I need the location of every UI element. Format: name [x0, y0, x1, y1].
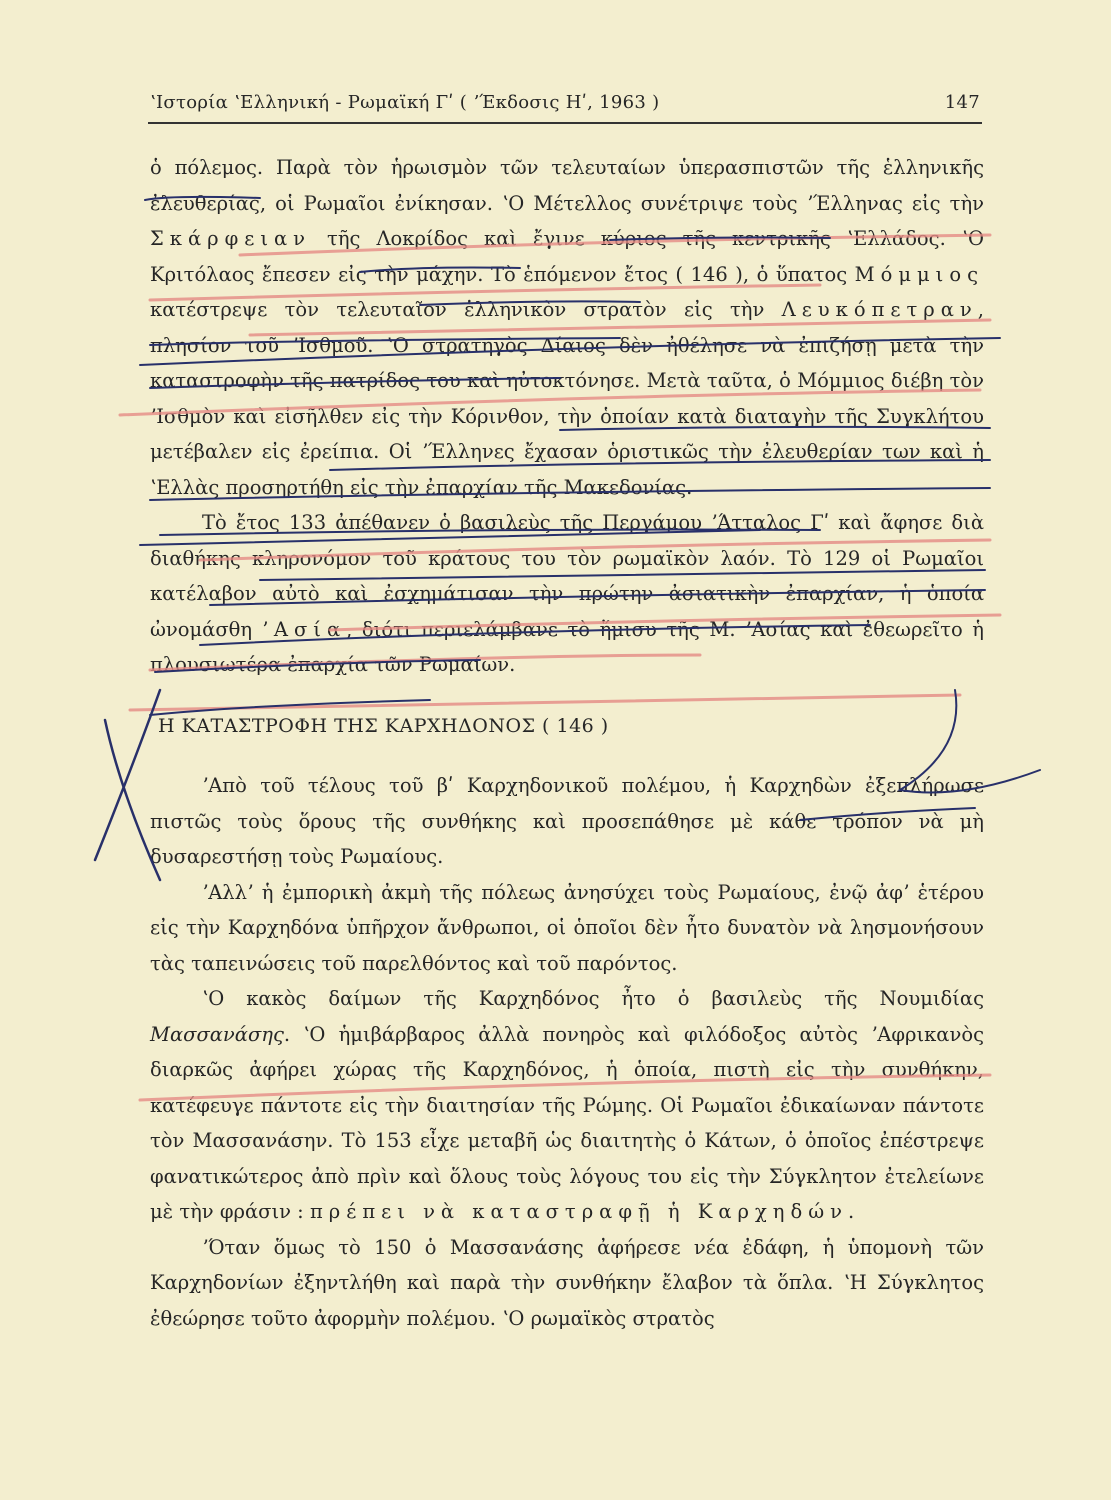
italic-emphasis: Μασσανάσης: [150, 1022, 284, 1046]
paragraph: [150, 981, 984, 1230]
body-text: [150, 150, 984, 1336]
text-run: , διότι περιελάμβανε τὸ ἥμισυ τῆς Μ. ʼΑσίας καὶ ἐθεωρεῖτο ἡ πλουσιωτέρα ἐπαρχία τῶν Ρωμαίων.: [150, 617, 984, 676]
paragraph: [150, 150, 984, 505]
text-run: ʼΌταν ὅμως τὸ 150 ὁ Μασσανάσης ἀφήρεσε νέα ἐδάφη, ἡ ὑπομονὴ τῶν Καρχηδονίων ἐξηντλήθη καὶ παρὰ τὴν συνθήκην ἔλαβον τὰ ὅπλα. ʽΗ Σύγκλητος ἐθεώρησε τοῦτο ἀφορμὴν πολέμου. ʽΟ ρωμαϊκὸς στρατὸς: [150, 1235, 984, 1330]
paragraph: [150, 505, 984, 683]
spaced-emphasis: Σκάρφειαν: [150, 227, 312, 250]
paragraph: [150, 875, 984, 982]
text-run: .: [847, 1200, 855, 1223]
spaced-emphasis: Μόμμιος: [854, 262, 984, 286]
text-run: κατέστρεψε τὸν τελευταῖον ἑλληνικὸν στρατὸν εἰς τὴν: [150, 298, 782, 321]
running-header-title: ʽΙστορία ʽΕλληνική - Ρωμαϊκή Γʹ ( ʼΈκδοσις Ηʹ, 1963 ): [150, 92, 660, 113]
spaced-emphasis: Λευκόπετραν: [781, 298, 978, 321]
text-run: . ʽΟ ἡμιβάρβαρος ἀλλὰ πονηρὸς καὶ φιλόδοξος αὐτὸς ʼΑφρικανὸς διαρκῶς ἀφήρει χώρας τῆς Καρχηδόνος, ἡ ὁποία, πιστὴ εἰς τὴν συνθήκην, κατέφευγε πάντοτε εἰς τὴν διαιτησίαν τῆς Ρώμης. Οἱ Ρωμαῖοι ἐδικαίωναν πάντοτε τὸν Μασσανάσην. Τὸ 153 εἶχε μεταβῆ ὡς διαιτητὴς ὁ Κάτων, ὁ ὁποῖος ἐπέστρεψε φανατικώτερος ἀπὸ πρὶν καὶ ὅλους τοὺς λόγους του εἰς τὴν Σύγκλητον ἐτελείωνε μὲ τὴν φράσιν :: [150, 1022, 984, 1223]
text-run: ʼΑλλʼ ἡ ἐμπορικὴ ἀκμὴ τῆς πόλεως ἀνησύχει τοὺς Ρωμαίους, ἐνῷ ἀφʼ ἑτέρου εἰς τὴν Καρχηδόνα ὑπῆρχον ἄνθρωποι, οἱ ὁποῖοι δὲν ἦτο δυνατὸν νὰ λησμονήσουν τὰς ταπεινώσεις τοῦ παρελθόντος καὶ τοῦ παρόντος.: [150, 880, 984, 975]
page-number: 147: [944, 92, 980, 113]
text-run: ʽΟ κακὸς δαίμων τῆς Καρχηδόνος ἦτο ὁ βασιλεὺς τῆς Νουμιδίας: [202, 987, 984, 1010]
header-rule: [148, 122, 982, 124]
paragraph: [150, 768, 984, 875]
spaced-emphasis: ʼΑσία: [261, 617, 347, 641]
spaced-emphasis: πρέπει νὰ καταστραφῇ ἡ Καρχηδών: [309, 1200, 848, 1223]
text-run: ʼΑπὸ τοῦ τέλους τοῦ βʹ Καρχηδονικοῦ πολέμου, ἡ Καρχηδὼν ἐξεπλήρωσε πιστῶς τοὺς ὅρους τῆς συνθήκης καὶ προσεπάθησε μὲ κάθε τρόπον νὰ μὴ δυσαρεστήσῃ τοὺς Ρωμαίους.: [150, 774, 984, 868]
section-heading: Η ΚΑΤΑΣΤΡΟΦΗ ΤΗΣ ΚΑΡΧΗΔΟΝΟΣ ( 146 ): [158, 714, 609, 737]
running-header: [150, 92, 980, 113]
text-run: τῆς Λοκρίδος καὶ ἔγινε κύριος τῆς κεντρικῆς ʽΕλλάδος. ʽΟ Κριτόλαος ἔπεσεν εἰς τὴν μάχην. Τὸ ἑπόμενον ἔτος ( 146 ), ὁ ὕπατος: [150, 227, 984, 286]
text-run: ὁ πόλεμος. Παρὰ τὸν ἡρωισμὸν τῶν τελευταίων ὑπερασπιστῶν τῆς ἑλληνικῆς ἐλευθερίας, οἱ Ρωμαῖοι ἐνίκησαν. ʽΟ Μέτελλος συνέτριψε τοὺς ʼΈλληνας εἰς τὴν: [150, 156, 984, 215]
paragraph: [150, 1230, 984, 1337]
text-run: , πλησίον τοῦ ʼΙσθμοῦ. ʽΟ στρατηγὸς Δίαιος δὲν ἠθέλησε νὰ ἐπιζήσῃ μετὰ τὴν καταστροφὴν τῆς πατρίδος του καὶ ηὐτοκτόνησε. Μετὰ ταῦτα, ὁ Μόμμιος διέβη τὸν ʼΙσθμὸν καὶ εἰσῆλθεν εἰς τὴν Κόρινθον, τὴν ὁποίαν κατὰ διαταγὴν τῆς Συγκλήτου μετέβαλεν εἰς ἐρείπια. Οἱ ʼΈλληνες ἔχασαν ὁριστικῶς τὴν ἐλευθερίαν των καὶ ἡ ʽΕλλὰς προσηρτήθη εἰς τὴν ἐπαρχίαν τῆς Μακεδονίας.: [150, 298, 984, 499]
text-run: Τὸ ἔτος 133 ἀπέθανεν ὁ βασιλεὺς τῆς Περγάμου ʼΆτταλος Γʹ καὶ ἄφησε διὰ διαθήκης κληρονόμον τοῦ κράτους του τὸν ρωμαϊκὸν λαόν. Τὸ 129 οἱ Ρωμαῖοι κατέλαβον αὐτὸ καὶ ἐσχημάτισαν τὴν πρώτην ἀσιατικὴν ἐπαρχίαν, ἡ ὁποία ὠνομάσθη: [150, 511, 984, 641]
